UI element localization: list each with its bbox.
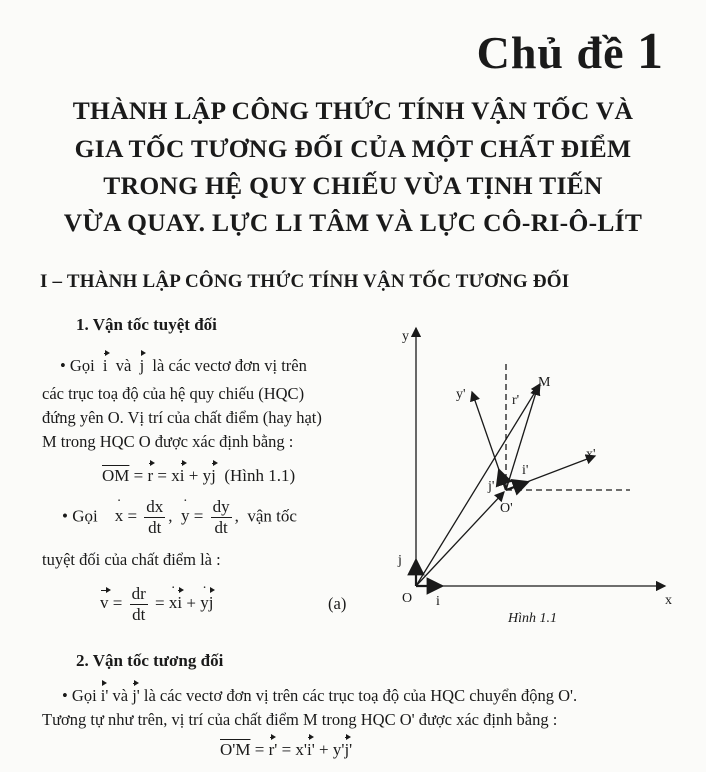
paragraph-3-line-1: • Gọi i' và j' là các vectơ đơn vị trên các trục toạ độ của HQC chuyển động O'. [62, 686, 578, 705]
j-prime-vector [499, 470, 506, 490]
text: là các vectơ đơn vị trên các trục toạ độ của HQC chuyển động O'. [143, 686, 578, 705]
y-dot: y · [181, 506, 190, 525]
vector-om: $\overline{OM}$ [102, 466, 130, 485]
equation-velocity: v = $\frac{dr}{dt}$ = x ·i + y ·j [100, 584, 213, 625]
unit-vector-i-prime: i [100, 686, 106, 705]
paragraph-1-line-1 [60, 356, 307, 376]
chapter-number: 1 [637, 23, 664, 80]
text: Gọi [72, 506, 98, 526]
dr: dr [131, 584, 146, 603]
text: vận tốc [247, 506, 297, 526]
label-y: y [402, 329, 409, 344]
title-line-2: GIA TỐC TƯƠNG ĐỐI CỦA MỘT CHẤT ĐIỂM [74, 134, 632, 163]
bullet: • [60, 356, 66, 375]
label-i-prime: i' [522, 463, 529, 478]
fraction-dr-dt [130, 584, 148, 625]
title-line-1: THÀNH LẬP CÔNG THỨC TÍNH VẬN TỐC VÀ [72, 96, 634, 125]
figure-caption: Hình 1.1 [508, 611, 557, 626]
denominator: dt [214, 518, 228, 537]
label-x: x [665, 593, 672, 608]
unit-vector-j-prime: j [344, 740, 350, 759]
numerator: dx [146, 497, 164, 516]
unit-vector-j: j [211, 466, 216, 485]
label-m: M [538, 375, 551, 390]
denominator: dt [132, 605, 146, 624]
text: và [115, 356, 132, 375]
vector-r-prime: r [268, 740, 275, 759]
subheading-absolute-velocity: 1. Vận tốc tuyệt đối [76, 315, 217, 334]
text: Gọi [69, 356, 95, 375]
figure-1-1 [380, 320, 690, 640]
text: = [127, 506, 138, 526]
x-dot: x · [115, 506, 124, 525]
title-line-3: TRONG HỆ QUY CHIẾU VỪA TỊNH TIẾN [103, 171, 603, 200]
label-o: O [402, 591, 413, 606]
numerator [130, 584, 148, 605]
text: = x' [277, 740, 307, 759]
text: Gọi [71, 686, 97, 705]
text: + y' [314, 740, 345, 759]
fraction-dx-dt [144, 497, 165, 538]
paragraph-2-line-1: • Gọi x · = $\frac{dx}{dt}$ , y · = $\frac{dy}{dt}$ , vận tốc [62, 497, 297, 538]
label-i: i [436, 594, 440, 609]
figure-reference: (Hình 1.1) [224, 466, 296, 485]
text: và [112, 686, 129, 705]
text: = x [153, 466, 180, 485]
unit-vector-i-prime: i [306, 740, 312, 759]
label-r-prime: r' [512, 393, 520, 408]
paragraph-1-line-4: M trong HQC O được xác định bằng : [42, 432, 294, 451]
label-o-prime: O' [500, 501, 513, 516]
label-x-prime: x' [586, 447, 596, 462]
bullet: • [62, 506, 68, 526]
unit-vector-i: i [102, 356, 108, 375]
unit-vector-j: j [208, 593, 214, 613]
x-dot: x · [169, 593, 178, 612]
subheading-relative-velocity: 2. Vận tốc tương đối [76, 651, 224, 670]
unit-vector-i: i [177, 593, 183, 613]
unit-vector-j: j [139, 356, 145, 375]
numerator: dy [212, 497, 230, 516]
paragraph-1-line-3: đứng yên O. Vị trí của chất điểm (hay hạt) [42, 408, 322, 427]
denominator: dt [148, 518, 162, 537]
label-j-prime: j' [488, 479, 495, 494]
section-heading: I – THÀNH LẬP CÔNG THỨC TÍNH VẬN TỐC TƯƠNG ĐỐI [40, 271, 570, 292]
text: là các vectơ đơn vị trên [152, 356, 307, 375]
text: + y [184, 466, 212, 485]
label-y-prime: y' [456, 387, 466, 402]
paragraph-2-line-2: tuyệt đối của chất điểm là : [42, 550, 221, 569]
equation-om: $\overline{OM} = r$ = xi + yj (Hình 1.1) [102, 466, 296, 485]
paragraph-1-line-2: các trục toạ độ của hệ quy chiếu (HQC) [42, 384, 305, 403]
bullet: • [62, 686, 68, 705]
paragraph-3-line-2: Tương tự như trên, vị trí của chất điểm M trong HQC O' được xác định bằng : [42, 710, 558, 729]
y-dot: y · [200, 593, 209, 612]
text: = [193, 506, 204, 526]
equation-label-a: (a) [328, 594, 347, 613]
chapter-label: Chủ đề [476, 27, 625, 78]
unit-vector-i: i [179, 466, 185, 485]
equation-o-prime-m: O'M = r' = x'i' + y'j' [220, 740, 353, 759]
vector-v: v [100, 593, 109, 613]
unit-vector-j-prime: j [132, 686, 137, 705]
fraction-dy-dt [211, 497, 232, 538]
chapter-heading [477, 22, 664, 81]
title-line-4: VỪA QUAY. LỰC LI TÂM VÀ LỰC CÔ-RI-Ô-LÍT [63, 208, 643, 237]
vector-o-o-prime [416, 492, 504, 586]
vector-r: r [147, 466, 154, 485]
vector-o-prime-m: O'M [220, 740, 251, 759]
i-prime-vector [506, 482, 528, 490]
label-j: j [398, 553, 402, 568]
